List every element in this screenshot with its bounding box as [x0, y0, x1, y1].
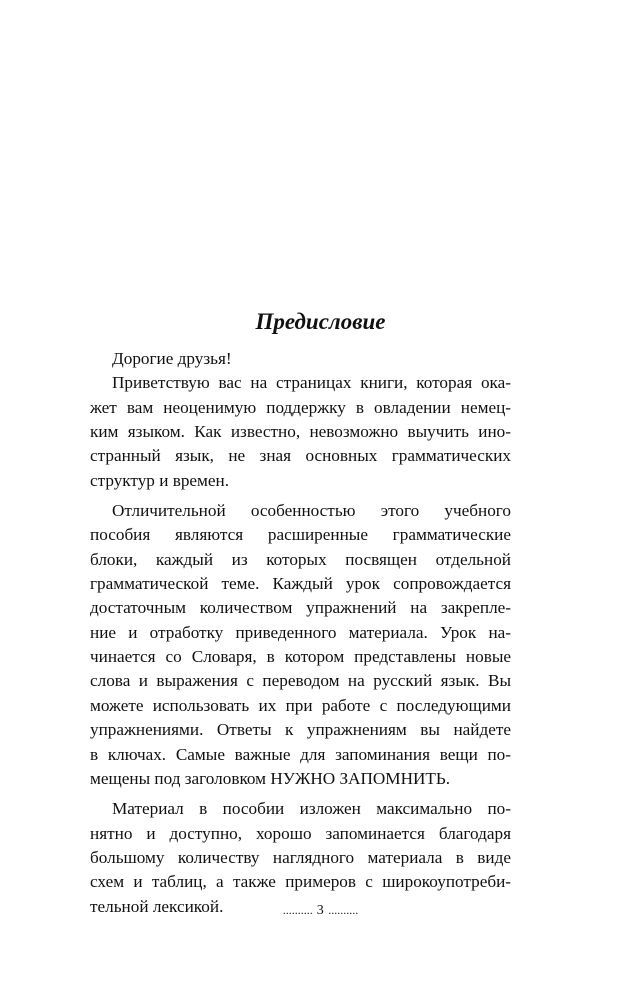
text-line: блоки, каждый из которых посвящен отдельной: [90, 549, 511, 569]
text-line: Отличительной особенностью этого учебного: [112, 501, 511, 521]
paragraph-greeting: [90, 347, 511, 371]
page-number: 3: [316, 903, 325, 918]
text-line: слова и выражения с переводом на русский язык. Вы: [90, 671, 511, 691]
body-text: [90, 347, 511, 919]
page-number-footer: [0, 901, 619, 920]
page-title: Предисловие: [255, 309, 386, 334]
text-line: упражнениями. Ответы к упражнениям вы найдете: [90, 720, 511, 740]
footer-dots-left: ..........: [282, 903, 313, 917]
text-line: странный язык, не зная основных грамматических: [90, 446, 511, 466]
text-line: тельной лексикой.: [90, 896, 224, 916]
text-line: пособия являются расширенные грамматические: [90, 525, 511, 545]
text-line: большому количеству наглядного материала в виде: [90, 847, 511, 867]
text-line: Материал в пособии изложен максимально по-: [112, 799, 511, 819]
text-line: жет вам неоценимую поддержку в овладении немец-: [90, 397, 511, 417]
text-line: структур и времен.: [90, 470, 230, 490]
paragraph-features: [90, 499, 511, 791]
text-line: ким языком. Как известно, невозможно выучить ино-: [90, 422, 511, 442]
text-line: можете использовать их при работе с последующими: [90, 695, 511, 715]
text-line: Дорогие друзья!: [112, 349, 232, 368]
text-line: достаточным количеством упражнений на закрепле-: [90, 598, 511, 618]
paragraph-intro: [90, 371, 511, 493]
text-line: в ключах. Самые важные для запоминания вещи по-: [90, 744, 511, 764]
text-line: схем и таблиц, а также примеров с широкоупотреби-: [90, 872, 511, 892]
text-line: ние и отработку приведенного материала. Урок на-: [90, 622, 511, 642]
text-line: чинается со Словаря, в котором представлены новые: [90, 647, 511, 667]
text-line: нятно и доступно, хорошо запоминается благодаря: [90, 823, 511, 843]
text-line: грамматической теме. Каждый урок сопровождается: [90, 574, 511, 594]
footer-dots-right: ..........: [328, 903, 359, 917]
text-line: Приветствую вас на страницах книги, которая ока-: [112, 373, 511, 393]
text-line: мещены под заголовком НУЖНО ЗАПОМНИТЬ.: [90, 768, 451, 788]
